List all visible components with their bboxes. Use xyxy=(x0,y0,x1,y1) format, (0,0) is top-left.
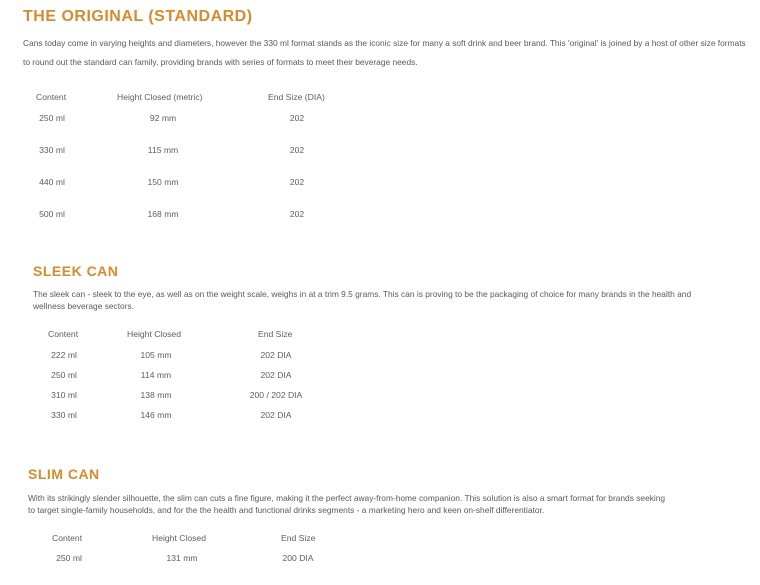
column-header-end-size: End Size xyxy=(281,533,316,543)
table-cell: 146 mm xyxy=(140,410,172,420)
table-cell: 222 ml xyxy=(51,350,77,360)
table-cell: 330 ml xyxy=(39,145,65,155)
table-cell: 202 DIA xyxy=(260,350,292,360)
table-cell: 105 mm xyxy=(140,350,172,360)
description-line: wellness beverage sectors. xyxy=(33,300,135,311)
table-cell: 202 DIA xyxy=(260,370,292,380)
description-line: to round out the standard can family, providing brands with series of formats to meet their beverage needs. xyxy=(23,57,418,67)
table-cell: 168 mm xyxy=(147,209,179,219)
table-cell: 500 ml xyxy=(39,209,65,219)
section-title-slim: SLIM CAN xyxy=(28,466,100,482)
table-cell: 440 ml xyxy=(39,177,65,187)
column-header-content: Content xyxy=(48,329,79,339)
description-line: Cans today come in varying heights and diameters, however the 330 ml format stands as the iconic size for many a soft drink and beer brand. This 'original' is joined by a host of other size formats xyxy=(23,38,746,48)
table-cell: 92 mm xyxy=(149,113,177,123)
table-cell: 115 mm xyxy=(147,145,179,155)
description-line: With its strikingly slender silhouette, the slim can cuts a fine figure, making it the perfect away-from-home companion. This solution is also a smart format for brands seeking xyxy=(28,493,666,503)
section-description-original-cont xyxy=(23,57,758,69)
table-cell: 202 xyxy=(289,145,305,155)
column-header-height: Height Closed xyxy=(152,533,206,543)
column-header-content: Content xyxy=(36,92,67,102)
column-header-height: Height Closed xyxy=(127,329,181,339)
table-cell: 202 DIA xyxy=(260,410,292,420)
table-cell: 250 ml xyxy=(39,113,65,123)
table-cell: 250 ml xyxy=(51,370,77,380)
section-description-slim xyxy=(28,493,758,516)
column-header-end-size: End Size (DIA) xyxy=(268,92,325,102)
description-line: The sleek can - sleek to the eye, as well as on the weight scale, weighs in at a trim 9.5 grams. This can is proving to be the packaging of choice for many brands in the health and xyxy=(33,289,692,299)
column-header-end-size: End Size xyxy=(258,329,293,339)
table-cell: 330 ml xyxy=(51,410,77,420)
column-header-content: Content xyxy=(52,533,83,543)
description-line: to target single-family households, and for the the health and functional drinks segments - a marketing hero and keen on-shelf differentiator. xyxy=(28,504,545,515)
table-cell: 250 ml xyxy=(56,553,82,563)
table-cell: 150 mm xyxy=(147,177,179,187)
section-description-sleek xyxy=(33,289,753,312)
table-cell: 138 mm xyxy=(140,390,172,400)
column-header-height: Height Closed (metric) xyxy=(117,92,203,102)
section-title-original: THE ORIGINAL (STANDARD) xyxy=(23,8,253,25)
table-cell: 131 mm xyxy=(166,553,198,563)
table-cell: 202 xyxy=(289,113,305,123)
table-cell: 200 / 202 DIA xyxy=(249,390,303,400)
table-cell: 310 ml xyxy=(51,390,77,400)
table-cell: 202 xyxy=(289,177,305,187)
table-cell: 114 mm xyxy=(140,370,172,380)
table-cell: 202 xyxy=(289,209,305,219)
table-cell: 200 DIA xyxy=(282,553,314,563)
section-title-sleek: SLEEK CAN xyxy=(33,263,119,279)
section-description-original xyxy=(23,38,758,50)
